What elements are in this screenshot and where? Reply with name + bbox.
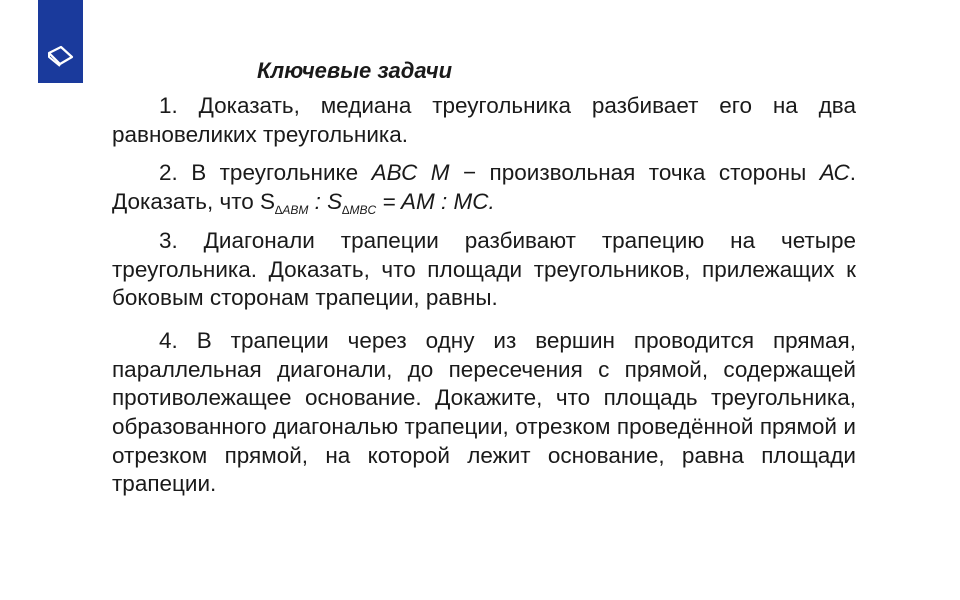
logo-badge (38, 0, 83, 83)
task-list (112, 92, 856, 509)
book-icon (47, 44, 74, 68)
task-2-part1: 2. В треугольнике (159, 160, 372, 186)
task-2-part2: − произвольная точка стороны (449, 160, 820, 186)
task-2-ac: АС (819, 160, 850, 186)
task-2-part3: . Доказать, что S (112, 160, 856, 215)
task-2-sub1: ∆ABM (275, 203, 309, 218)
task-3: 3. Диагонали трапеции разбивают трапецию на четыре треугольника. Доказать, что площади треугольников, прилежащих к боковым сторонам трапеции, равны. (112, 227, 856, 311)
page-title: Ключевые задачи (257, 58, 453, 83)
task-2-m: М (430, 160, 450, 186)
task-2-eq: = AM : MC. (376, 189, 495, 215)
task-2-sep: : S (308, 189, 343, 215)
task-2-space (417, 160, 430, 185)
task-1: 1. Доказать, медиана треугольника разбивает его на два равновеликих треугольника. (112, 93, 856, 147)
task-2 (112, 159, 856, 216)
task-2-abc: АВС (371, 160, 418, 186)
task-4: 4. В трапеции через одну из вершин проводится прямая, параллельная диагонали, до пересечения с прямой, содержащей противолежащее основание. Докажите, что площадь треугольника, образованного диагональю трапеции, отрезком проведённой прямой и отрезком прямой, на которой лежит основание, равна площади трапеции. (112, 327, 856, 497)
task-2-sub2: ∆MBC (342, 203, 377, 218)
